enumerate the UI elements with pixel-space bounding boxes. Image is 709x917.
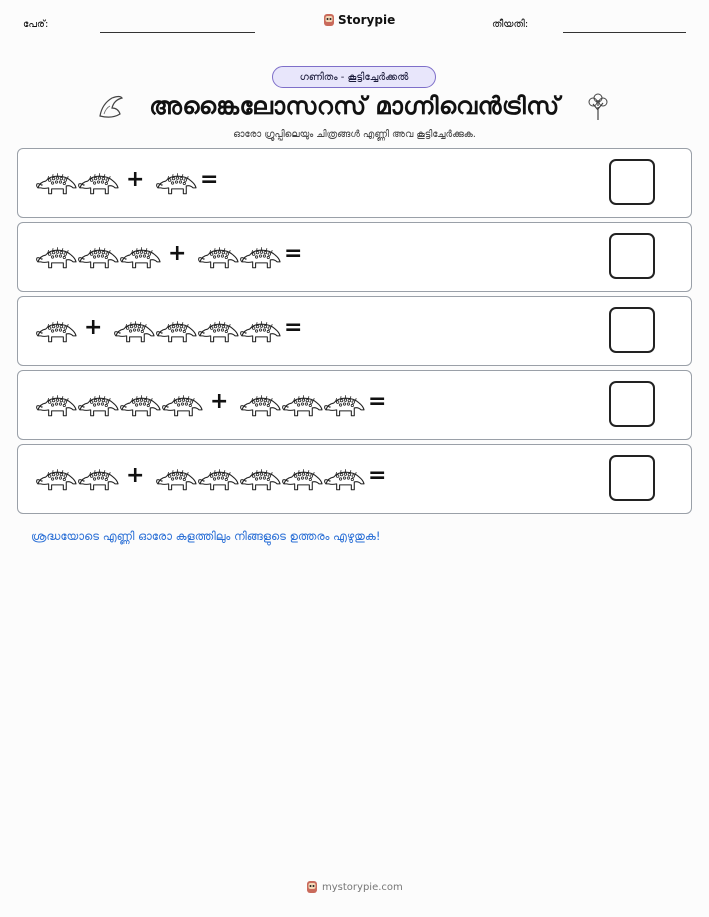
addend-a-group — [34, 316, 76, 346]
ankylosaurus-icon — [76, 242, 120, 272]
page-title: അങ്കൈലോസറസ് മാഗ്നിവെൻട്രിസ് — [149, 92, 560, 120]
addend-b-group — [238, 390, 364, 420]
problem-row — [17, 148, 692, 218]
problem-row — [17, 370, 692, 440]
ankylosaurus-icon — [154, 168, 198, 198]
problem-row — [17, 222, 692, 292]
ankylosaurus-icon — [160, 390, 204, 420]
date-line[interactable] — [563, 32, 686, 33]
storypie-mascot-icon — [306, 880, 318, 894]
storypie-mascot-icon — [323, 13, 335, 27]
ankylosaurus-icon — [112, 316, 156, 346]
brand-name: Storypie — [338, 13, 396, 27]
ankylosaurus-icon — [280, 464, 324, 494]
plus-sign: + — [210, 389, 229, 414]
addend-a-group — [34, 242, 160, 272]
equals-sign: = — [200, 167, 219, 192]
plus-sign: + — [84, 315, 103, 340]
subject-badge: ഗണിതം - കൂട്ടിച്ചേർക്കൽ — [272, 66, 436, 88]
ankylosaurus-icon — [34, 464, 78, 494]
ankylosaurus-icon — [238, 316, 282, 346]
ankylosaurus-icon — [118, 242, 162, 272]
ankylosaurus-icon — [154, 316, 198, 346]
addend-a-group — [34, 464, 118, 494]
plus-sign: + — [126, 463, 145, 488]
ankylosaurus-icon — [196, 464, 240, 494]
ankylosaurus-icon — [118, 390, 162, 420]
problem-row — [17, 296, 692, 366]
ankylosaurus-icon — [196, 242, 240, 272]
equals-sign: = — [368, 389, 387, 414]
ankylosaurus-icon — [322, 464, 366, 494]
date-label: തീയതി: — [492, 19, 529, 30]
problem-row — [17, 444, 692, 514]
ankylosaurus-icon — [238, 390, 282, 420]
ankylosaurus-icon — [238, 464, 282, 494]
footer — [306, 880, 403, 894]
name-line[interactable] — [100, 32, 255, 33]
ankylosaurus-icon — [196, 316, 240, 346]
ankylosaurus-icon — [238, 242, 282, 272]
answer-box[interactable] — [609, 233, 655, 279]
addend-b-group — [154, 464, 364, 494]
tree-icon — [583, 92, 613, 122]
hint-text: ശ്രദ്ധയോടെ എണ്ണി ഓരോ കളത്തിലും നിങ്ങളുടെ ഉത്തരം എഴുതുക! — [31, 529, 381, 543]
ankylosaurus-icon — [154, 464, 198, 494]
addend-a-group — [34, 390, 202, 420]
ankylosaurus-icon — [34, 168, 78, 198]
answer-box[interactable] — [609, 159, 655, 205]
ankylosaurus-icon — [76, 168, 120, 198]
ankylosaurus-icon — [280, 390, 324, 420]
ankylosaurus-icon — [76, 464, 120, 494]
addend-b-group — [154, 168, 196, 198]
plus-sign: + — [126, 167, 145, 192]
answer-box[interactable] — [609, 381, 655, 427]
equals-sign: = — [284, 315, 303, 340]
answer-box[interactable] — [609, 307, 655, 353]
equals-sign: = — [368, 463, 387, 488]
ankylosaurus-icon — [34, 390, 78, 420]
plus-sign: + — [168, 241, 187, 266]
instructions: ഓരോ ഗ്രൂപ്പിലെയും ചിത്രങ്ങൾ എണ്ണി അവ കൂട്ടിച്ചേർക്കുക. — [233, 129, 476, 140]
addend-a-group — [34, 168, 118, 198]
equals-sign: = — [284, 241, 303, 266]
footer-url: mystorypie.com — [322, 881, 403, 893]
name-label: പേര്: — [23, 19, 49, 30]
ankylosaurus-icon — [34, 242, 78, 272]
addend-b-group — [196, 242, 280, 272]
addend-b-group — [112, 316, 280, 346]
ankylosaurus-icon — [76, 390, 120, 420]
answer-box[interactable] — [609, 455, 655, 501]
ankylosaurus-icon — [34, 316, 78, 346]
ankylosaurus-icon — [322, 390, 366, 420]
storypie-logo — [323, 13, 395, 27]
